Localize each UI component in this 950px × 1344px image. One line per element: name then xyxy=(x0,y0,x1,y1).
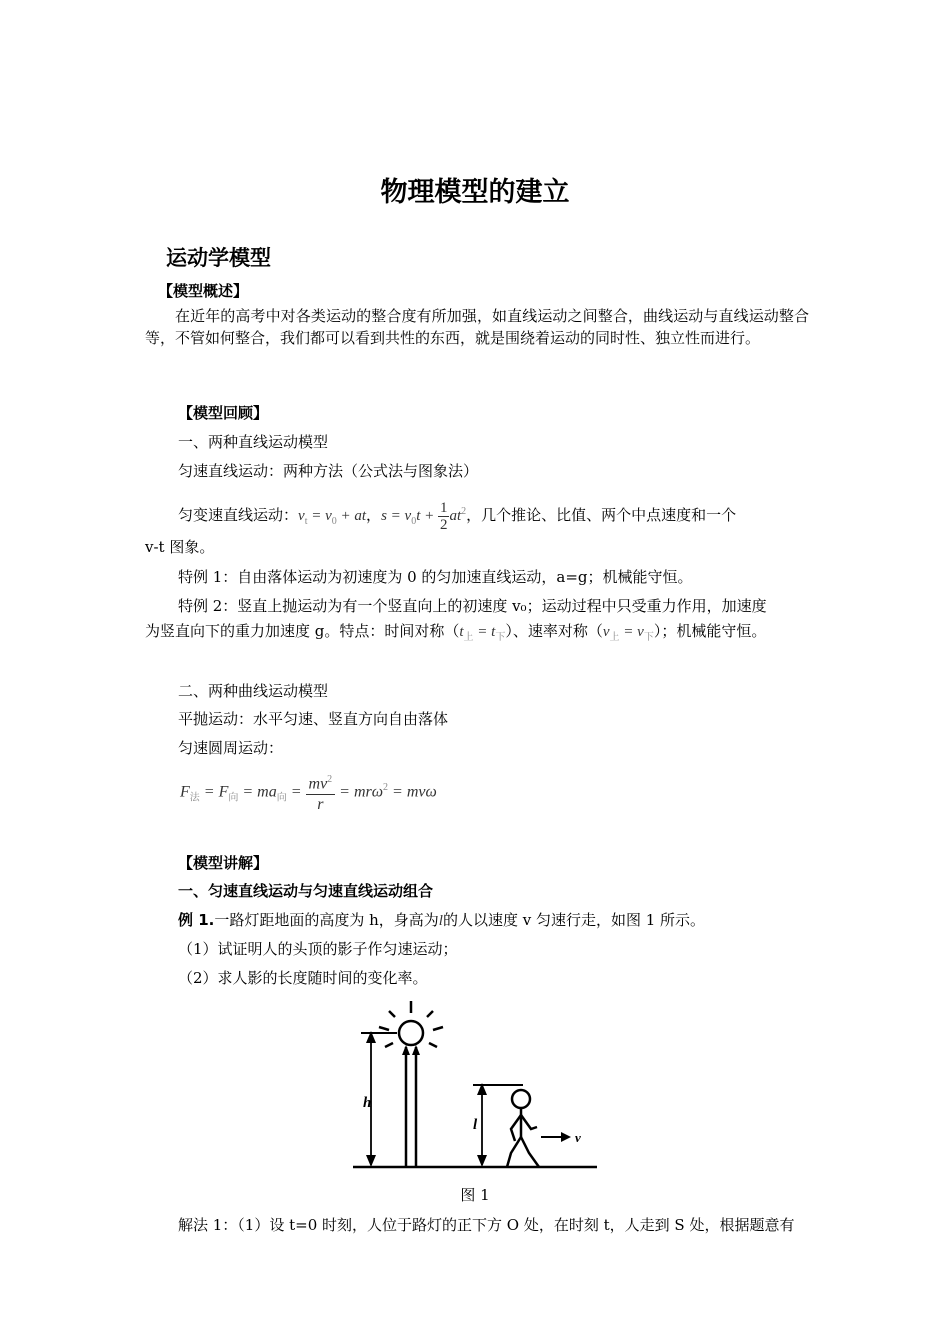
figure-1-streetlight xyxy=(345,995,605,1180)
circular-formula: $F_法 = F_向 = ma_向$ = $\frac{mv^2}{r}$ = mrω$^2$ = mvω xyxy=(180,768,437,819)
solution-line: 解法 1：（1）设 t=0 时刻，人位于路灯的正下方 O 处，在时刻 t，人走到 S 处，根据题意有 xyxy=(178,1216,795,1234)
figure-caption: 图 1 xyxy=(460,1186,490,1204)
vt-formula: $v_t = v_0$ + at xyxy=(298,508,367,527)
special-case-2a: 特例 2：竖直上抛运动为有一个竖直向上的初速度 v₀；运动过程中只受重力作用，加速度 xyxy=(178,597,767,615)
example-label: 例 1. xyxy=(178,911,215,929)
lamp-bulb xyxy=(399,1021,423,1045)
review-item-1: 一、两种直线运动模型 xyxy=(178,433,329,451)
accel-motion-line: 匀变速直线运动：$v_t = v_0$ + at，$s = v_0t$ + $\frac{1}{2}$ $at^2$，几个推论、比值、两个中点速度和一个 xyxy=(178,500,737,534)
l-label: l xyxy=(473,1117,478,1133)
accel-prefix: 匀变速直线运动： xyxy=(178,506,299,524)
review-heading: 【模型回顾】 xyxy=(178,404,269,422)
explain-item-1: 一、匀速直线运动与匀速直线运动组合 xyxy=(178,882,434,900)
overview-heading: 【模型概述】 xyxy=(158,282,249,300)
uniform-motion-line: 匀速直线运动：两种方法（公式法与图象法） xyxy=(178,462,479,480)
h-label: h xyxy=(363,1095,372,1111)
s-formula: $s = v_0t$ + $\frac{1}{2}$ $at^2$ xyxy=(381,500,467,534)
circular-line: 匀速圆周运动： xyxy=(178,739,284,757)
explain-heading: 【模型讲解】 xyxy=(178,854,269,872)
accel-line-2: v-t 图象。 xyxy=(145,538,215,556)
example-1: 例 1.一路灯距地面的高度为 h，身高为l的人以速度 v 匀速行走，如图 1 所示。 xyxy=(178,911,706,929)
special-case-2b: 为竖直向下的重力加速度 g。特点：时间对称$(t_上 = t_下)$、速率对称$(v_上 = v_下)$；机械能守恒。 xyxy=(145,622,767,643)
accel-suffix: ，几个推论、比值、两个中点速度和一个 xyxy=(466,506,737,524)
page-title: 物理模型的建立 xyxy=(380,177,570,208)
person-head xyxy=(512,1090,530,1108)
question-2: （2）求人影的长度随时间的变化率。 xyxy=(178,969,428,987)
question-1: （1）试证明人的头顶的影子作匀速运动； xyxy=(178,940,458,958)
section-heading: 运动学模型 xyxy=(166,246,271,270)
overview-paragraph: 在近年的高考中对各类运动的整合度有所加强，如直线运动之间整合，曲线运动与直线运动整合等，不管如何整合，我们都可以看到共性的东西，就是围绕着运动的同时性、独立性而进行。 xyxy=(145,307,809,347)
projectile-line: 平抛运动：水平匀速、竖直方向自由落体 xyxy=(178,710,449,728)
review-item-2: 二、两种曲线运动模型 xyxy=(178,682,329,700)
special-case-1: 特例 1：自由落体运动为初速度为 0 的匀加速直线运动，a=g；机械能守恒。 xyxy=(178,568,693,586)
v-label: v xyxy=(575,1130,581,1145)
